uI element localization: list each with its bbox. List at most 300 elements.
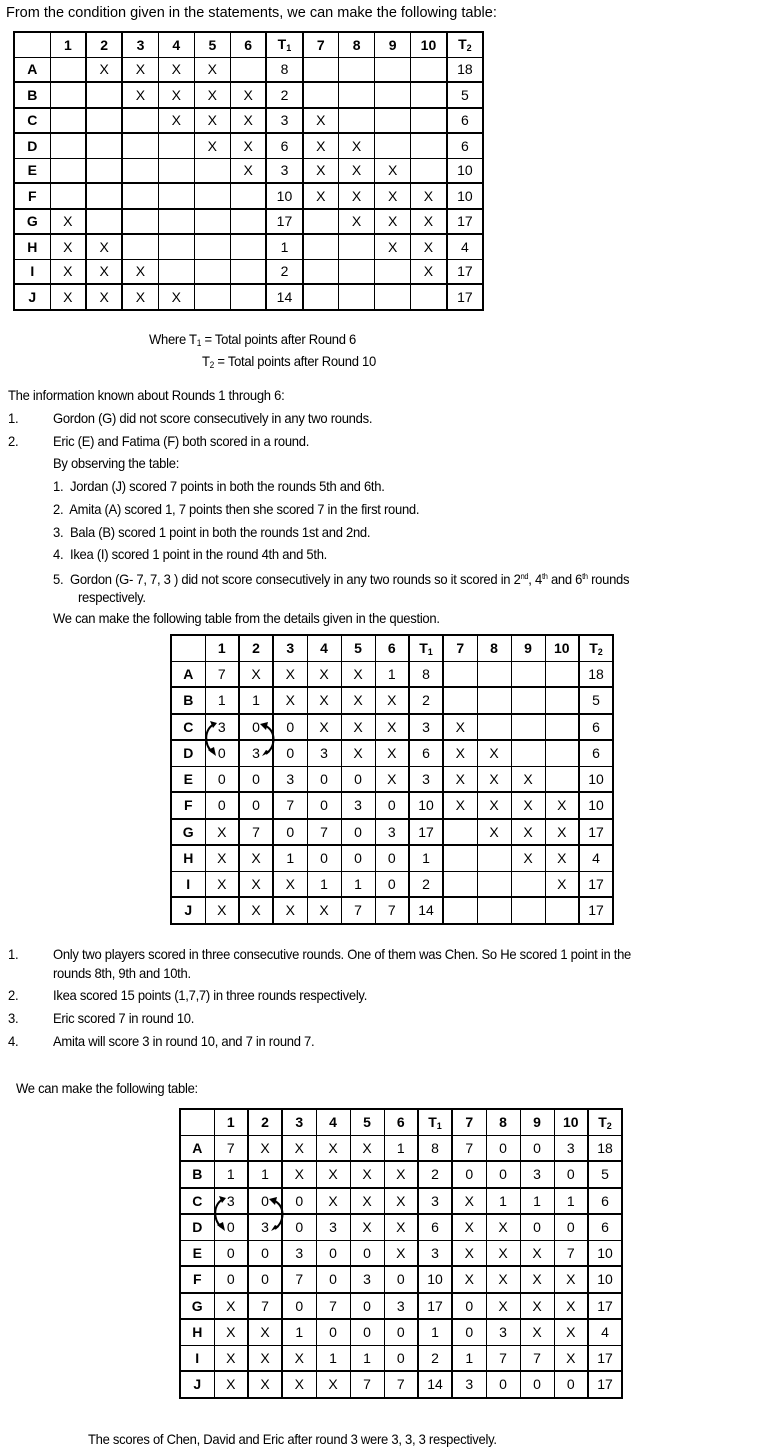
row-label: A (180, 1135, 214, 1161)
score-cell: 0 (316, 1319, 350, 1345)
table-row (14, 234, 483, 259)
score-cell: X (194, 82, 230, 108)
score-cell (50, 57, 86, 82)
observe-item-3: 3. Bala (B) scored 1 point in both the rounds 1st and 2nd. (53, 524, 371, 540)
row-label: A (171, 661, 205, 687)
score-cell: 4 (588, 1319, 622, 1345)
score-cell: 7 (214, 1135, 248, 1161)
score-cell: 7 (554, 1240, 588, 1266)
score-cell: X (316, 1371, 350, 1398)
table-row (180, 1240, 622, 1266)
score-cell (122, 234, 158, 259)
score-cell: X (239, 897, 273, 924)
score-cell: X (303, 158, 339, 183)
score-cell: 3 (205, 714, 239, 741)
score-cell: 17 (266, 209, 302, 235)
score-cell (443, 687, 477, 714)
score-cell: 0 (350, 1319, 384, 1345)
header-cell: 8 (477, 635, 511, 661)
score-cell (158, 133, 194, 158)
row-label: H (14, 234, 50, 259)
score-cell (443, 661, 477, 687)
score-cell (443, 871, 477, 897)
score-cell: 0 (341, 845, 375, 871)
score-cell: 3 (282, 1240, 316, 1266)
score-cell (511, 714, 545, 741)
score-cell: X (158, 108, 194, 134)
score-cell: X (477, 766, 511, 792)
header-cell: 8 (486, 1109, 520, 1135)
score-cell: X (486, 1240, 520, 1266)
score-cell: 0 (214, 1266, 248, 1293)
score-cell: X (554, 1266, 588, 1293)
score-cell: 3 (273, 766, 307, 792)
score-cell: X (122, 284, 158, 310)
score-cell: 0 (375, 845, 409, 871)
score-cell: 17 (579, 871, 613, 897)
score-cell: X (248, 1135, 282, 1161)
score-cell: 3 (248, 1214, 282, 1240)
score-cell: 0 (316, 1240, 350, 1266)
score-cell: 0 (554, 1161, 588, 1188)
score-cell (477, 687, 511, 714)
score-cell: X (50, 234, 86, 259)
score-cell: X (554, 1293, 588, 1320)
row-label: F (14, 183, 50, 209)
score-cell: 4 (579, 845, 613, 871)
score-cell: X (384, 1214, 418, 1240)
score-cell (375, 259, 411, 284)
header-cell: $T_2$ (588, 1109, 622, 1135)
score-cell: 1 (418, 1319, 452, 1345)
score-cell: X (411, 183, 447, 209)
score-cell: 0 (239, 766, 273, 792)
score-cell (158, 234, 194, 259)
score-cell: X (307, 897, 341, 924)
row-label: E (14, 158, 50, 183)
score-cell: X (443, 740, 477, 766)
score-cell: X (452, 1214, 486, 1240)
score-cell: 8 (418, 1135, 452, 1161)
observe-item-1: 1. Jordan (J) scored 7 points in both the rounds 5th and 6th. (53, 478, 385, 494)
score-cell: 3 (239, 740, 273, 766)
row-label: D (180, 1214, 214, 1240)
score-cell: 10 (409, 792, 443, 819)
score-cell: X (214, 1345, 248, 1371)
score-cell: 0 (316, 1266, 350, 1293)
score-cell: 3 (418, 1240, 452, 1266)
score-cell: X (554, 1319, 588, 1345)
score-cell: X (282, 1371, 316, 1398)
table-row (14, 284, 483, 310)
score-cell: 1 (452, 1345, 486, 1371)
score-cell (230, 284, 266, 310)
score-cell: 3 (418, 1188, 452, 1215)
score-cell: 3 (266, 108, 302, 134)
table-row (171, 687, 613, 714)
score-cell: X (158, 57, 194, 82)
intro-text: From the condition given in the statements, we can make the following table: (6, 5, 497, 21)
score-cell: X (511, 792, 545, 819)
score-cell: X (545, 871, 579, 897)
score-cell: 8 (409, 661, 443, 687)
score-cell (194, 158, 230, 183)
table-row (171, 897, 613, 924)
score-cell: 10 (579, 792, 613, 819)
score-cell: X (554, 1345, 588, 1371)
score-cell: 17 (409, 819, 443, 846)
score-cell: 0 (341, 819, 375, 846)
table-row (180, 1371, 622, 1398)
score-cell: 0 (248, 1240, 282, 1266)
info-item-2: Eric (E) and Fatima (F) both scored in a round. (53, 433, 310, 449)
header-row (14, 32, 483, 57)
score-cell: 0 (350, 1240, 384, 1266)
score-cell: X (350, 1135, 384, 1161)
score-cell: X (316, 1188, 350, 1215)
score-cell: 0 (248, 1266, 282, 1293)
score-cell: 17 (447, 284, 483, 310)
table-row (14, 259, 483, 284)
score-cell: 0 (375, 871, 409, 897)
score-cell: 17 (579, 819, 613, 846)
score-cell: 6 (409, 740, 443, 766)
info-item-1: Gordon (G) did not score consecutively in any two rounds. (53, 410, 373, 426)
score-cell (545, 661, 579, 687)
row-label: H (180, 1319, 214, 1345)
row-label: G (171, 819, 205, 846)
header-cell: 3 (282, 1109, 316, 1135)
score-cell: 1 (266, 234, 302, 259)
score-cell: X (350, 1161, 384, 1188)
score-cell: X (282, 1135, 316, 1161)
score-cell: 6 (579, 740, 613, 766)
score-cell: 3 (409, 766, 443, 792)
score-cell (545, 740, 579, 766)
score-cell (339, 284, 375, 310)
score-cell: X (230, 133, 266, 158)
score-cell (303, 259, 339, 284)
score-cell: 0 (205, 740, 239, 766)
score-cell (122, 108, 158, 134)
score-cell (122, 158, 158, 183)
table-row (180, 1293, 622, 1320)
score-cell: 7 (452, 1135, 486, 1161)
score-cell: X (339, 209, 375, 235)
header-cell: 10 (545, 635, 579, 661)
score-cell: 7 (520, 1345, 554, 1371)
score-cell (477, 871, 511, 897)
score-cell: X (375, 740, 409, 766)
score-cell (511, 740, 545, 766)
score-cell: 0 (239, 792, 273, 819)
score-cell: 6 (266, 133, 302, 158)
score-cell (411, 82, 447, 108)
score-cell (86, 183, 122, 209)
header-row (180, 1109, 622, 1135)
score-cell (511, 687, 545, 714)
conclusion-1: Only two players scored in three consecutive rounds. One of them was Chen. So He scored 1 point in the (53, 946, 632, 962)
score-cell: 6 (447, 133, 483, 158)
score-cell: 1 (205, 687, 239, 714)
header-cell: 6 (375, 635, 409, 661)
score-cell: X (545, 819, 579, 846)
conclusion-4-num: 4. (8, 1033, 19, 1049)
score-cell: X (122, 259, 158, 284)
table-row (171, 819, 613, 846)
header-row (171, 635, 613, 661)
score-cell: X (230, 108, 266, 134)
score-cell: X (205, 897, 239, 924)
score-cell: 3 (486, 1319, 520, 1345)
score-cell: X (122, 57, 158, 82)
observe-item-2: 2. Amita (A) scored 1, 7 points then she scored 7 in the first round. (53, 501, 420, 517)
score-cell: 3 (316, 1214, 350, 1240)
score-cell: X (477, 792, 511, 819)
score-cell (230, 183, 266, 209)
score-cell: X (511, 766, 545, 792)
score-cell (303, 57, 339, 82)
score-cell: X (477, 740, 511, 766)
score-cell: 17 (588, 1371, 622, 1398)
score-cell (339, 57, 375, 82)
header-cell: 6 (384, 1109, 418, 1135)
row-label: D (171, 740, 205, 766)
score-cell (443, 845, 477, 871)
score-cell: X (307, 661, 341, 687)
score-cell (545, 897, 579, 924)
score-cell: 0 (520, 1371, 554, 1398)
score-cell: X (86, 284, 122, 310)
score-cell: 0 (375, 792, 409, 819)
score-cell: X (307, 714, 341, 741)
score-cell: X (341, 687, 375, 714)
row-label: J (14, 284, 50, 310)
score-cell: 14 (266, 284, 302, 310)
score-cell: 6 (418, 1214, 452, 1240)
score-cell: 0 (282, 1214, 316, 1240)
score-cell: X (239, 871, 273, 897)
header-cell: 3 (122, 32, 158, 57)
score-cell: X (307, 687, 341, 714)
score-cell (443, 819, 477, 846)
score-cell: 1 (409, 845, 443, 871)
header-cell: $T_1$ (409, 635, 443, 661)
conclusion-4: Amita will score 3 in round 10, and 7 in round 7. (53, 1033, 315, 1049)
score-cell: 6 (579, 714, 613, 741)
row-label: F (171, 792, 205, 819)
score-cell: X (230, 158, 266, 183)
table-row (171, 871, 613, 897)
score-cell: 1 (282, 1319, 316, 1345)
info-item-2-num: 2. (8, 433, 19, 449)
conclusion-1-num: 1. (8, 946, 19, 962)
score-cell: X (486, 1214, 520, 1240)
score-cell: 7 (248, 1293, 282, 1320)
score-cell (375, 57, 411, 82)
header-cell: 5 (194, 32, 230, 57)
score-cell: 0 (520, 1135, 554, 1161)
header-cell: 9 (511, 635, 545, 661)
header-cell: $T_2$ (447, 32, 483, 57)
score-cell (50, 158, 86, 183)
score-cell: 1 (248, 1161, 282, 1188)
score-cell: X (316, 1161, 350, 1188)
score-cell: X (248, 1319, 282, 1345)
header-cell (171, 635, 205, 661)
score-cell (411, 108, 447, 134)
header-cell: 5 (350, 1109, 384, 1135)
table-row (180, 1161, 622, 1188)
score-cell: 5 (579, 687, 613, 714)
score-cell: 0 (452, 1319, 486, 1345)
score-cell: 1 (486, 1188, 520, 1215)
observe-item-5: 5. Gordon (G- 7, 7, 3 ) did not score consecutively in any two rounds so it scored in 2nd, 4th and 6th rounds (53, 571, 630, 587)
header-cell: 5 (341, 635, 375, 661)
score-cell: X (239, 845, 273, 871)
score-cell: X (194, 57, 230, 82)
table-row (180, 1345, 622, 1371)
score-cell: X (384, 1161, 418, 1188)
row-label: B (180, 1161, 214, 1188)
score-cell (158, 183, 194, 209)
score-cell: X (341, 740, 375, 766)
score-cell: 7 (375, 897, 409, 924)
score-cell: X (273, 661, 307, 687)
score-cell: 0 (205, 766, 239, 792)
score-cell: 17 (418, 1293, 452, 1320)
score-cell (375, 108, 411, 134)
score-cell (477, 845, 511, 871)
row-label: B (14, 82, 50, 108)
score-cell: X (303, 183, 339, 209)
header-cell: 9 (520, 1109, 554, 1135)
info-item-1-num: 1. (8, 410, 19, 426)
score-cell: X (158, 82, 194, 108)
score-cell (339, 108, 375, 134)
score-cell (194, 284, 230, 310)
score-cell: X (214, 1293, 248, 1320)
table-row (180, 1319, 622, 1345)
score-cell: 0 (554, 1214, 588, 1240)
row-label: I (171, 871, 205, 897)
score-cell (86, 133, 122, 158)
score-cell (511, 897, 545, 924)
score-cell: 17 (588, 1345, 622, 1371)
row-label: G (180, 1293, 214, 1320)
row-label: E (171, 766, 205, 792)
score-cell: X (384, 1188, 418, 1215)
score-cell (122, 183, 158, 209)
score-cell: 3 (214, 1188, 248, 1215)
score-cell: X (520, 1266, 554, 1293)
row-label: I (14, 259, 50, 284)
score-cell (158, 259, 194, 284)
header-cell: 10 (554, 1109, 588, 1135)
score-cell: X (339, 158, 375, 183)
score-cell: X (452, 1188, 486, 1215)
score-cell: 0 (239, 714, 273, 741)
score-cell: 0 (486, 1161, 520, 1188)
score-cell: X (520, 1293, 554, 1320)
header-cell (180, 1109, 214, 1135)
score-cell: 0 (520, 1214, 554, 1240)
score-cell: X (158, 284, 194, 310)
score-cell: 7 (384, 1371, 418, 1398)
score-cell: X (511, 819, 545, 846)
score-cell (411, 158, 447, 183)
score-cell: 1 (307, 871, 341, 897)
score-cell: X (86, 234, 122, 259)
score-cell: 1 (520, 1188, 554, 1215)
score-cell: X (273, 871, 307, 897)
score-cell (194, 209, 230, 235)
score-cell: X (452, 1240, 486, 1266)
header-cell: 7 (443, 635, 477, 661)
score-cell: 7 (205, 661, 239, 687)
row-label: D (14, 133, 50, 158)
score-cell: X (50, 284, 86, 310)
table-row (171, 714, 613, 741)
score-cell (303, 82, 339, 108)
score-cell: 1 (316, 1345, 350, 1371)
score-cell: 18 (447, 57, 483, 82)
score-cell: X (86, 259, 122, 284)
score-cell: X (339, 183, 375, 209)
score-cell: 0 (205, 792, 239, 819)
score-cell (86, 158, 122, 183)
score-cell: X (303, 133, 339, 158)
row-label: C (171, 714, 205, 741)
header-cell: 4 (158, 32, 194, 57)
score-cell: X (50, 209, 86, 235)
score-cell: X (411, 259, 447, 284)
row-label: F (180, 1266, 214, 1293)
table-row (171, 792, 613, 819)
header-cell: 7 (452, 1109, 486, 1135)
header-cell: 2 (86, 32, 122, 57)
score-cell (158, 158, 194, 183)
score-cell: X (303, 108, 339, 134)
score-cell (230, 57, 266, 82)
score-cell (122, 209, 158, 235)
score-cell (411, 57, 447, 82)
score-cell: 0 (350, 1293, 384, 1320)
header-cell: 2 (239, 635, 273, 661)
score-cell (230, 209, 266, 235)
row-label: A (14, 57, 50, 82)
score-cell: 10 (447, 183, 483, 209)
score-cell: 2 (266, 259, 302, 284)
score-cell (511, 661, 545, 687)
table-row (171, 740, 613, 766)
score-cell: X (443, 792, 477, 819)
score-cell: X (50, 259, 86, 284)
score-cell (477, 897, 511, 924)
score-cell: X (486, 1266, 520, 1293)
table-final-scores (179, 1108, 623, 1399)
score-cell: X (545, 845, 579, 871)
score-cell: X (194, 108, 230, 134)
score-cell: X (230, 82, 266, 108)
score-cell: 0 (214, 1214, 248, 1240)
score-cell: 1 (273, 845, 307, 871)
score-cell: 3 (452, 1371, 486, 1398)
score-cell: 0 (307, 792, 341, 819)
score-cell: X (443, 766, 477, 792)
score-cell: 1 (384, 1135, 418, 1161)
score-cell (86, 209, 122, 235)
